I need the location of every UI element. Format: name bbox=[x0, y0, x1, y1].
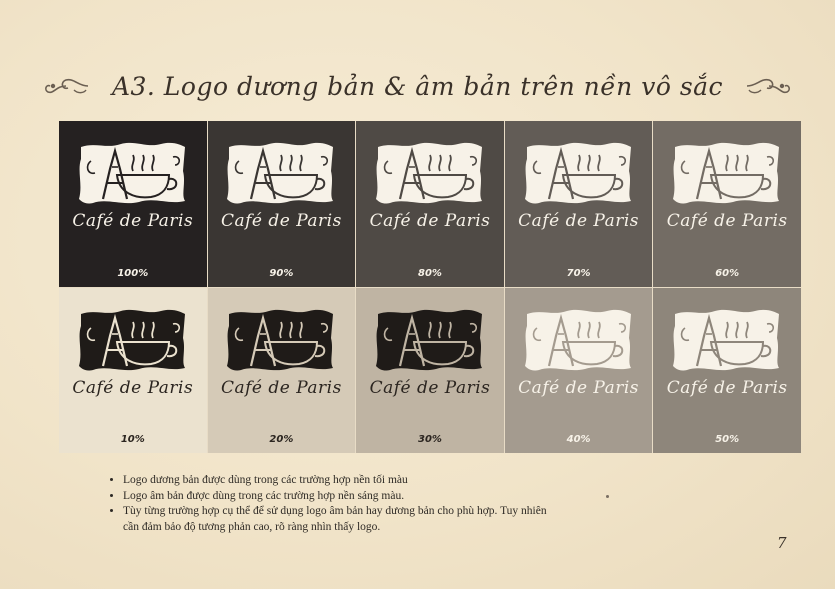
logo-tile bbox=[505, 121, 653, 287]
tint-percentage-label: 60% bbox=[715, 267, 740, 279]
note-item: • Logo dương bản được dùng trong các trường hợp nền tối màu bbox=[123, 473, 553, 489]
cafe-logo-icon bbox=[77, 141, 189, 205]
cafe-logo-icon bbox=[523, 141, 635, 205]
tint-percentage-label: 20% bbox=[269, 434, 294, 445]
usage-notes bbox=[107, 473, 553, 535]
logo-tile bbox=[208, 288, 356, 454]
brand-wordmark: Café de Paris bbox=[72, 377, 194, 398]
brand-wordmark: Café de Paris bbox=[220, 377, 342, 398]
tint-percentage-label: 50% bbox=[715, 434, 740, 445]
right-flourish-icon bbox=[745, 74, 791, 98]
tint-percentage-label: 40% bbox=[566, 434, 591, 445]
brand-wordmark: Café de Paris bbox=[369, 377, 491, 398]
left-flourish-icon bbox=[44, 74, 90, 98]
logo-tile bbox=[653, 121, 801, 287]
cafe-logo-icon bbox=[225, 308, 337, 372]
cafe-logo-icon bbox=[671, 308, 783, 372]
brand-wordmark: Café de Paris bbox=[220, 211, 342, 231]
tint-percentage-label: 90% bbox=[269, 267, 294, 279]
logo-tile bbox=[356, 288, 504, 454]
tint-percentage-label: 80% bbox=[418, 267, 442, 279]
tint-percentage-label: 70% bbox=[566, 267, 591, 279]
cafe-logo-icon bbox=[77, 308, 189, 372]
brand-wordmark: Café de Paris bbox=[518, 377, 640, 398]
note-item: • Tùy từng trường hợp cụ thể để sử dụng logo âm bản hay dương bản cho phù hợp. Tuy nhiên cần đảm bảo độ tương phản cao, rõ ràng nhìn thấy logo. bbox=[123, 504, 553, 535]
tint-percentage-label: 30% bbox=[418, 434, 442, 445]
tint-percentage-label: 100% bbox=[117, 267, 149, 279]
logo-tile-grid bbox=[59, 121, 801, 453]
page-number: 7 bbox=[777, 534, 787, 552]
title-row bbox=[0, 66, 835, 106]
logo-tile bbox=[356, 121, 504, 287]
cafe-logo-icon bbox=[374, 141, 486, 205]
cafe-logo-icon bbox=[225, 141, 337, 205]
tint-percentage-label: 10% bbox=[120, 434, 145, 445]
cafe-logo-icon bbox=[523, 308, 635, 372]
brand-wordmark: Café de Paris bbox=[666, 377, 788, 398]
logo-tile bbox=[505, 288, 653, 454]
brand-wordmark: Café de Paris bbox=[369, 211, 491, 231]
logo-tile bbox=[59, 121, 207, 287]
brand-wordmark: Café de Paris bbox=[72, 211, 194, 231]
page-title: A3. Logo dương bản & âm bản trên nền vô sắc bbox=[111, 71, 724, 101]
brand-wordmark: Café de Paris bbox=[518, 211, 640, 231]
speck-decoration bbox=[606, 495, 609, 498]
cafe-logo-icon bbox=[374, 308, 486, 372]
logo-tile bbox=[59, 288, 207, 454]
brand-wordmark: Café de Paris bbox=[666, 211, 788, 231]
cafe-logo-icon bbox=[671, 141, 783, 205]
logo-tile bbox=[208, 121, 356, 287]
logo-tile bbox=[653, 288, 801, 454]
note-item: • Logo âm bản được dùng trong các trường hợp nền sáng màu. bbox=[123, 489, 553, 505]
